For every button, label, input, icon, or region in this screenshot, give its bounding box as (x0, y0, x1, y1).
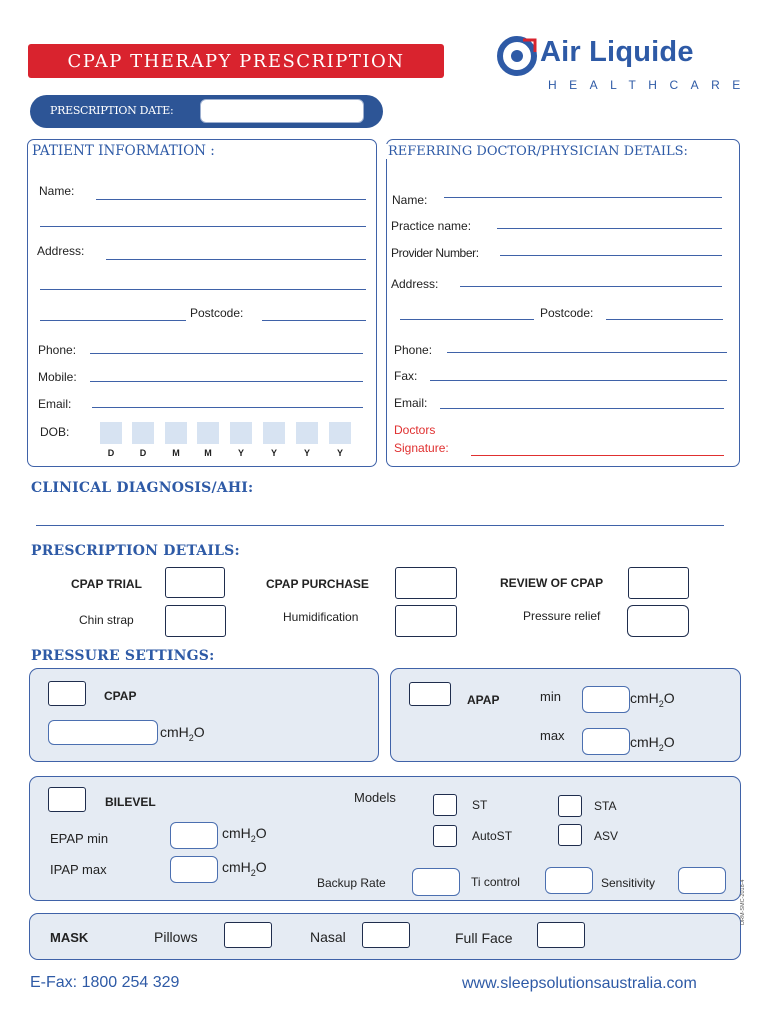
prescription-date-label: PRESCRIPTION DATE: (50, 104, 174, 117)
signature-label-line2: Signature: (394, 441, 449, 455)
patient-name-label: Name: (39, 184, 75, 198)
dob-letter: Y (270, 448, 277, 458)
cpap-trial-label: CPAP TRIAL (71, 577, 142, 591)
humidification-checkbox[interactable] (395, 605, 457, 637)
pressure-settings-heading: PRESSURE SETTINGS: (31, 648, 215, 664)
doctor-name-label: Name: (392, 193, 428, 207)
signature-label-line1: Doctors (394, 423, 436, 437)
models-label: Models (354, 790, 396, 805)
dob-letter: Y (303, 448, 310, 458)
model-st-checkbox[interactable] (433, 794, 457, 816)
dob-letter: M (172, 448, 180, 458)
patient-mobile-label: Mobile: (38, 370, 77, 384)
document-code: DRM-SMC-2018-4 (740, 879, 746, 925)
full-face-checkbox[interactable] (537, 922, 585, 948)
review-cpap-checkbox[interactable] (628, 567, 689, 599)
patient-email-label: Email: (38, 397, 72, 411)
patient-mobile-field[interactable] (90, 381, 363, 382)
doctor-fax-label: Fax: (394, 369, 418, 383)
dob-letter: Y (237, 448, 244, 458)
apap-min-unit: cmH$_2$O (630, 690, 675, 709)
humidification-label: Humidification (283, 610, 359, 624)
dob-letter: Y (336, 448, 343, 458)
doctor-email-field[interactable] (440, 408, 724, 409)
cpap-unit: cmH$_2$O (160, 724, 205, 743)
patient-name-field[interactable] (96, 199, 366, 200)
ti-control-label: Ti control (471, 875, 520, 889)
patient-postcode-label: Postcode: (190, 306, 244, 320)
dob-letter: D (107, 448, 115, 458)
epap-unit: cmH$_2$O (222, 825, 267, 844)
cpap-purchase-checkbox[interactable] (395, 567, 457, 599)
dob-digit-box[interactable] (165, 422, 187, 444)
patient-name-field-2[interactable] (40, 226, 366, 227)
apap-checkbox[interactable] (409, 682, 451, 706)
epap-min-input[interactable] (170, 822, 218, 849)
doctor-address-field[interactable] (460, 286, 722, 287)
doctor-name-field[interactable] (444, 197, 722, 198)
patient-address-field-2[interactable] (40, 289, 366, 290)
patient-information-panel (27, 139, 377, 467)
dob-digit-box[interactable] (197, 422, 219, 444)
backup-rate-input[interactable] (412, 868, 460, 896)
practice-name-label: Practice name: (391, 219, 472, 233)
model-asv-checkbox[interactable] (558, 824, 582, 846)
dob-digit-box[interactable] (230, 422, 252, 444)
dob-digit-box[interactable] (296, 422, 318, 444)
pillows-label: Pillows (154, 929, 198, 945)
sensitivity-input[interactable] (678, 867, 726, 894)
prescription-details-heading: PRESCRIPTION DETAILS: (31, 543, 240, 559)
ipap-max-label: IPAP max (50, 862, 107, 877)
ipap-unit: cmH$_2$O (222, 859, 267, 878)
ti-control-input[interactable] (545, 867, 593, 894)
model-st-label: ST (472, 798, 488, 812)
doctor-panel-title: REFERRING DOCTOR/PHYSICIAN DETAILS: (388, 144, 688, 159)
epap-min-label: EPAP min (50, 831, 109, 846)
prescription-date-field[interactable] (200, 99, 364, 123)
cpap-checkbox[interactable] (48, 681, 86, 706)
form-title-banner (28, 44, 444, 78)
cpap-label: CPAP (104, 689, 137, 703)
patient-panel-title: PATIENT INFORMATION : (32, 143, 215, 159)
form-title: CPAP THERAPY PRESCRIPTION (67, 50, 405, 72)
apap-max-input[interactable] (582, 728, 630, 755)
full-face-label: Full Face (455, 930, 513, 946)
doctor-address-label: Address: (391, 277, 439, 291)
dob-digit-box[interactable] (132, 422, 154, 444)
bilevel-checkbox[interactable] (48, 787, 86, 812)
ipap-max-input[interactable] (170, 856, 218, 883)
dob-letter: D (139, 448, 147, 458)
pressure-relief-checkbox[interactable] (627, 605, 689, 637)
mask-label: MASK (50, 930, 89, 945)
website-link[interactable]: www.sleepsolutionsaustralia.com (462, 975, 697, 992)
patient-phone-field[interactable] (90, 353, 363, 354)
patient-address-field-3[interactable] (40, 320, 186, 321)
doctor-signature-field[interactable] (471, 455, 724, 456)
brand-subtitle: HEALTHCARE (548, 78, 753, 92)
dob-digit-box[interactable] (329, 422, 351, 444)
dob-digit-box[interactable] (263, 422, 285, 444)
practice-name-field[interactable] (497, 228, 722, 229)
sensitivity-label: Sensitivity (601, 876, 656, 890)
doctor-phone-label: Phone: (394, 343, 433, 357)
clinical-diagnosis-heading: CLINICAL DIAGNOSIS/AHI: (31, 480, 254, 496)
efax-number: E-Fax: 1800 254 329 (30, 974, 180, 991)
pillows-checkbox[interactable] (224, 922, 272, 948)
review-cpap-label: REVIEW OF CPAP (500, 576, 604, 590)
pressure-relief-label: Pressure relief (523, 609, 601, 623)
model-sta-checkbox[interactable] (558, 795, 582, 817)
provider-number-field[interactable] (500, 255, 722, 256)
backup-rate-label: Backup Rate (317, 876, 386, 890)
cpap-trial-checkbox[interactable] (165, 567, 225, 598)
air-liquide-logo-icon (497, 36, 537, 76)
patient-address-field[interactable] (106, 259, 366, 260)
dob-label: DOB: (40, 425, 70, 439)
patient-email-field[interactable] (92, 407, 363, 408)
bilevel-label: BILEVEL (105, 795, 156, 809)
doctor-email-label: Email: (394, 396, 428, 410)
nasal-checkbox[interactable] (362, 922, 410, 948)
model-sta-label: STA (594, 799, 617, 813)
patient-phone-label: Phone: (38, 343, 77, 357)
apap-min-input[interactable] (582, 686, 630, 713)
patient-postcode-field[interactable] (262, 320, 366, 321)
referring-doctor-panel (386, 139, 740, 467)
dob-digit-box[interactable] (100, 422, 122, 444)
dob-letter: M (204, 448, 212, 458)
patient-address-label: Address: (37, 244, 85, 258)
chin-strap-checkbox[interactable] (165, 605, 226, 637)
doctor-fax-field[interactable] (430, 380, 727, 381)
cpap-purchase-label: CPAP PURCHASE (266, 577, 369, 591)
doctor-phone-field[interactable] (447, 352, 727, 353)
model-autost-checkbox[interactable] (433, 825, 457, 847)
doctor-address-field-2[interactable] (400, 319, 534, 320)
chin-strap-label: Chin strap (79, 613, 134, 627)
provider-number-label: Provider Number: (391, 246, 479, 260)
brand-name: Air Liquide (540, 36, 694, 68)
clinical-diagnosis-field[interactable] (36, 525, 724, 526)
model-asv-label: ASV (594, 829, 619, 843)
apap-max-unit: cmH$_2$O (630, 734, 675, 753)
doctor-postcode-label: Postcode: (540, 306, 594, 320)
model-autost-label: AutoST (472, 829, 513, 843)
apap-max-label: max (540, 728, 565, 743)
doctor-postcode-field[interactable] (606, 319, 723, 320)
cpap-pressure-input[interactable] (48, 720, 158, 745)
apap-label: APAP (467, 693, 500, 707)
nasal-label: Nasal (310, 929, 346, 945)
apap-min-label: min (540, 689, 561, 704)
